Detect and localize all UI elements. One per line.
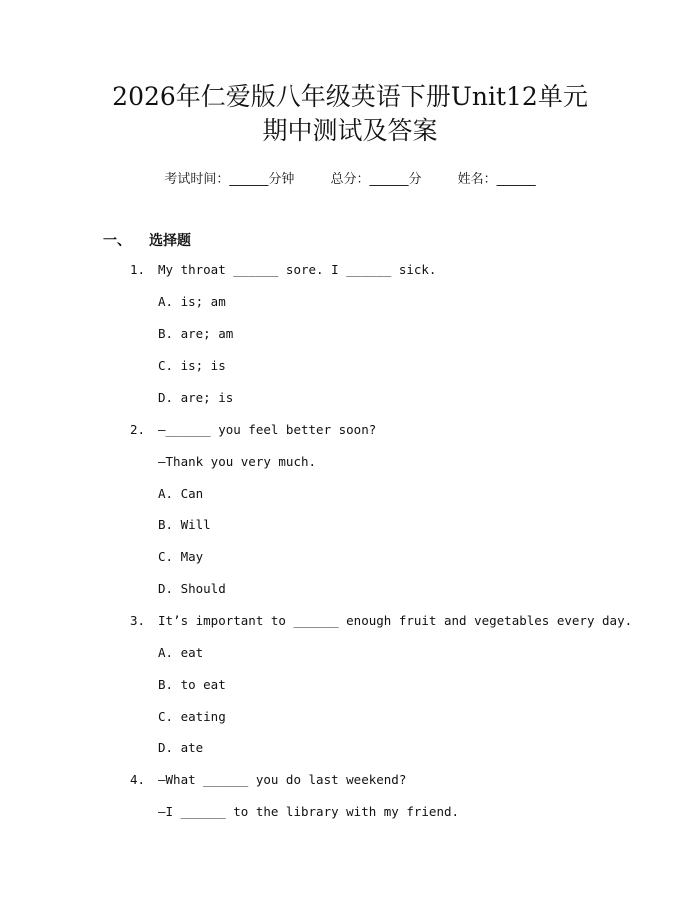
answer-option: D. are; is (158, 390, 234, 405)
answer-option: D. Should (158, 581, 226, 596)
section-heading (103, 230, 191, 250)
question-number: 1. (130, 262, 146, 277)
answer-option: B. to eat (158, 677, 226, 692)
exam-meta (0, 168, 700, 187)
total-score: 总分：______分 (330, 172, 422, 187)
question-number: 2. (130, 422, 146, 437)
answer-option: D. ate (158, 740, 204, 755)
question-text: It’s important to ______ enough fruit and vegetables every day. (158, 613, 633, 628)
document-title (40, 80, 660, 148)
answer-option: A. Can (158, 486, 204, 501)
answer-option: C. eating (158, 709, 226, 724)
title-line-2: 期中测试及答案 (262, 116, 438, 145)
question-text: —______ you feel better soon? (158, 422, 377, 437)
question-number: 4. (130, 772, 146, 787)
answer-option: C. May (158, 549, 204, 564)
question-text: —What ______ you do last weekend? (158, 772, 407, 787)
title-line-1: 2026年仁爱版八年级英语下册Unit12单元 (112, 82, 588, 111)
question-text: —I ______ to the library with my friend. (158, 804, 460, 819)
exam-time: 考试时间：______分钟 (164, 172, 295, 187)
student-name: 姓名：______ (457, 172, 536, 187)
question-text: —Thank you very much. (158, 454, 317, 469)
section-title: 选择题 (149, 233, 191, 249)
answer-option: B. Will (158, 517, 211, 532)
answer-option: A. eat (158, 645, 204, 660)
answer-option: C. is; is (158, 358, 226, 373)
section-number: 一、 (103, 233, 131, 249)
question-number: 3. (130, 613, 146, 628)
answer-option: A. is; am (158, 294, 226, 309)
question-text: My throat ______ sore. I ______ sick. (158, 262, 437, 277)
answer-option: B. are; am (158, 326, 234, 341)
